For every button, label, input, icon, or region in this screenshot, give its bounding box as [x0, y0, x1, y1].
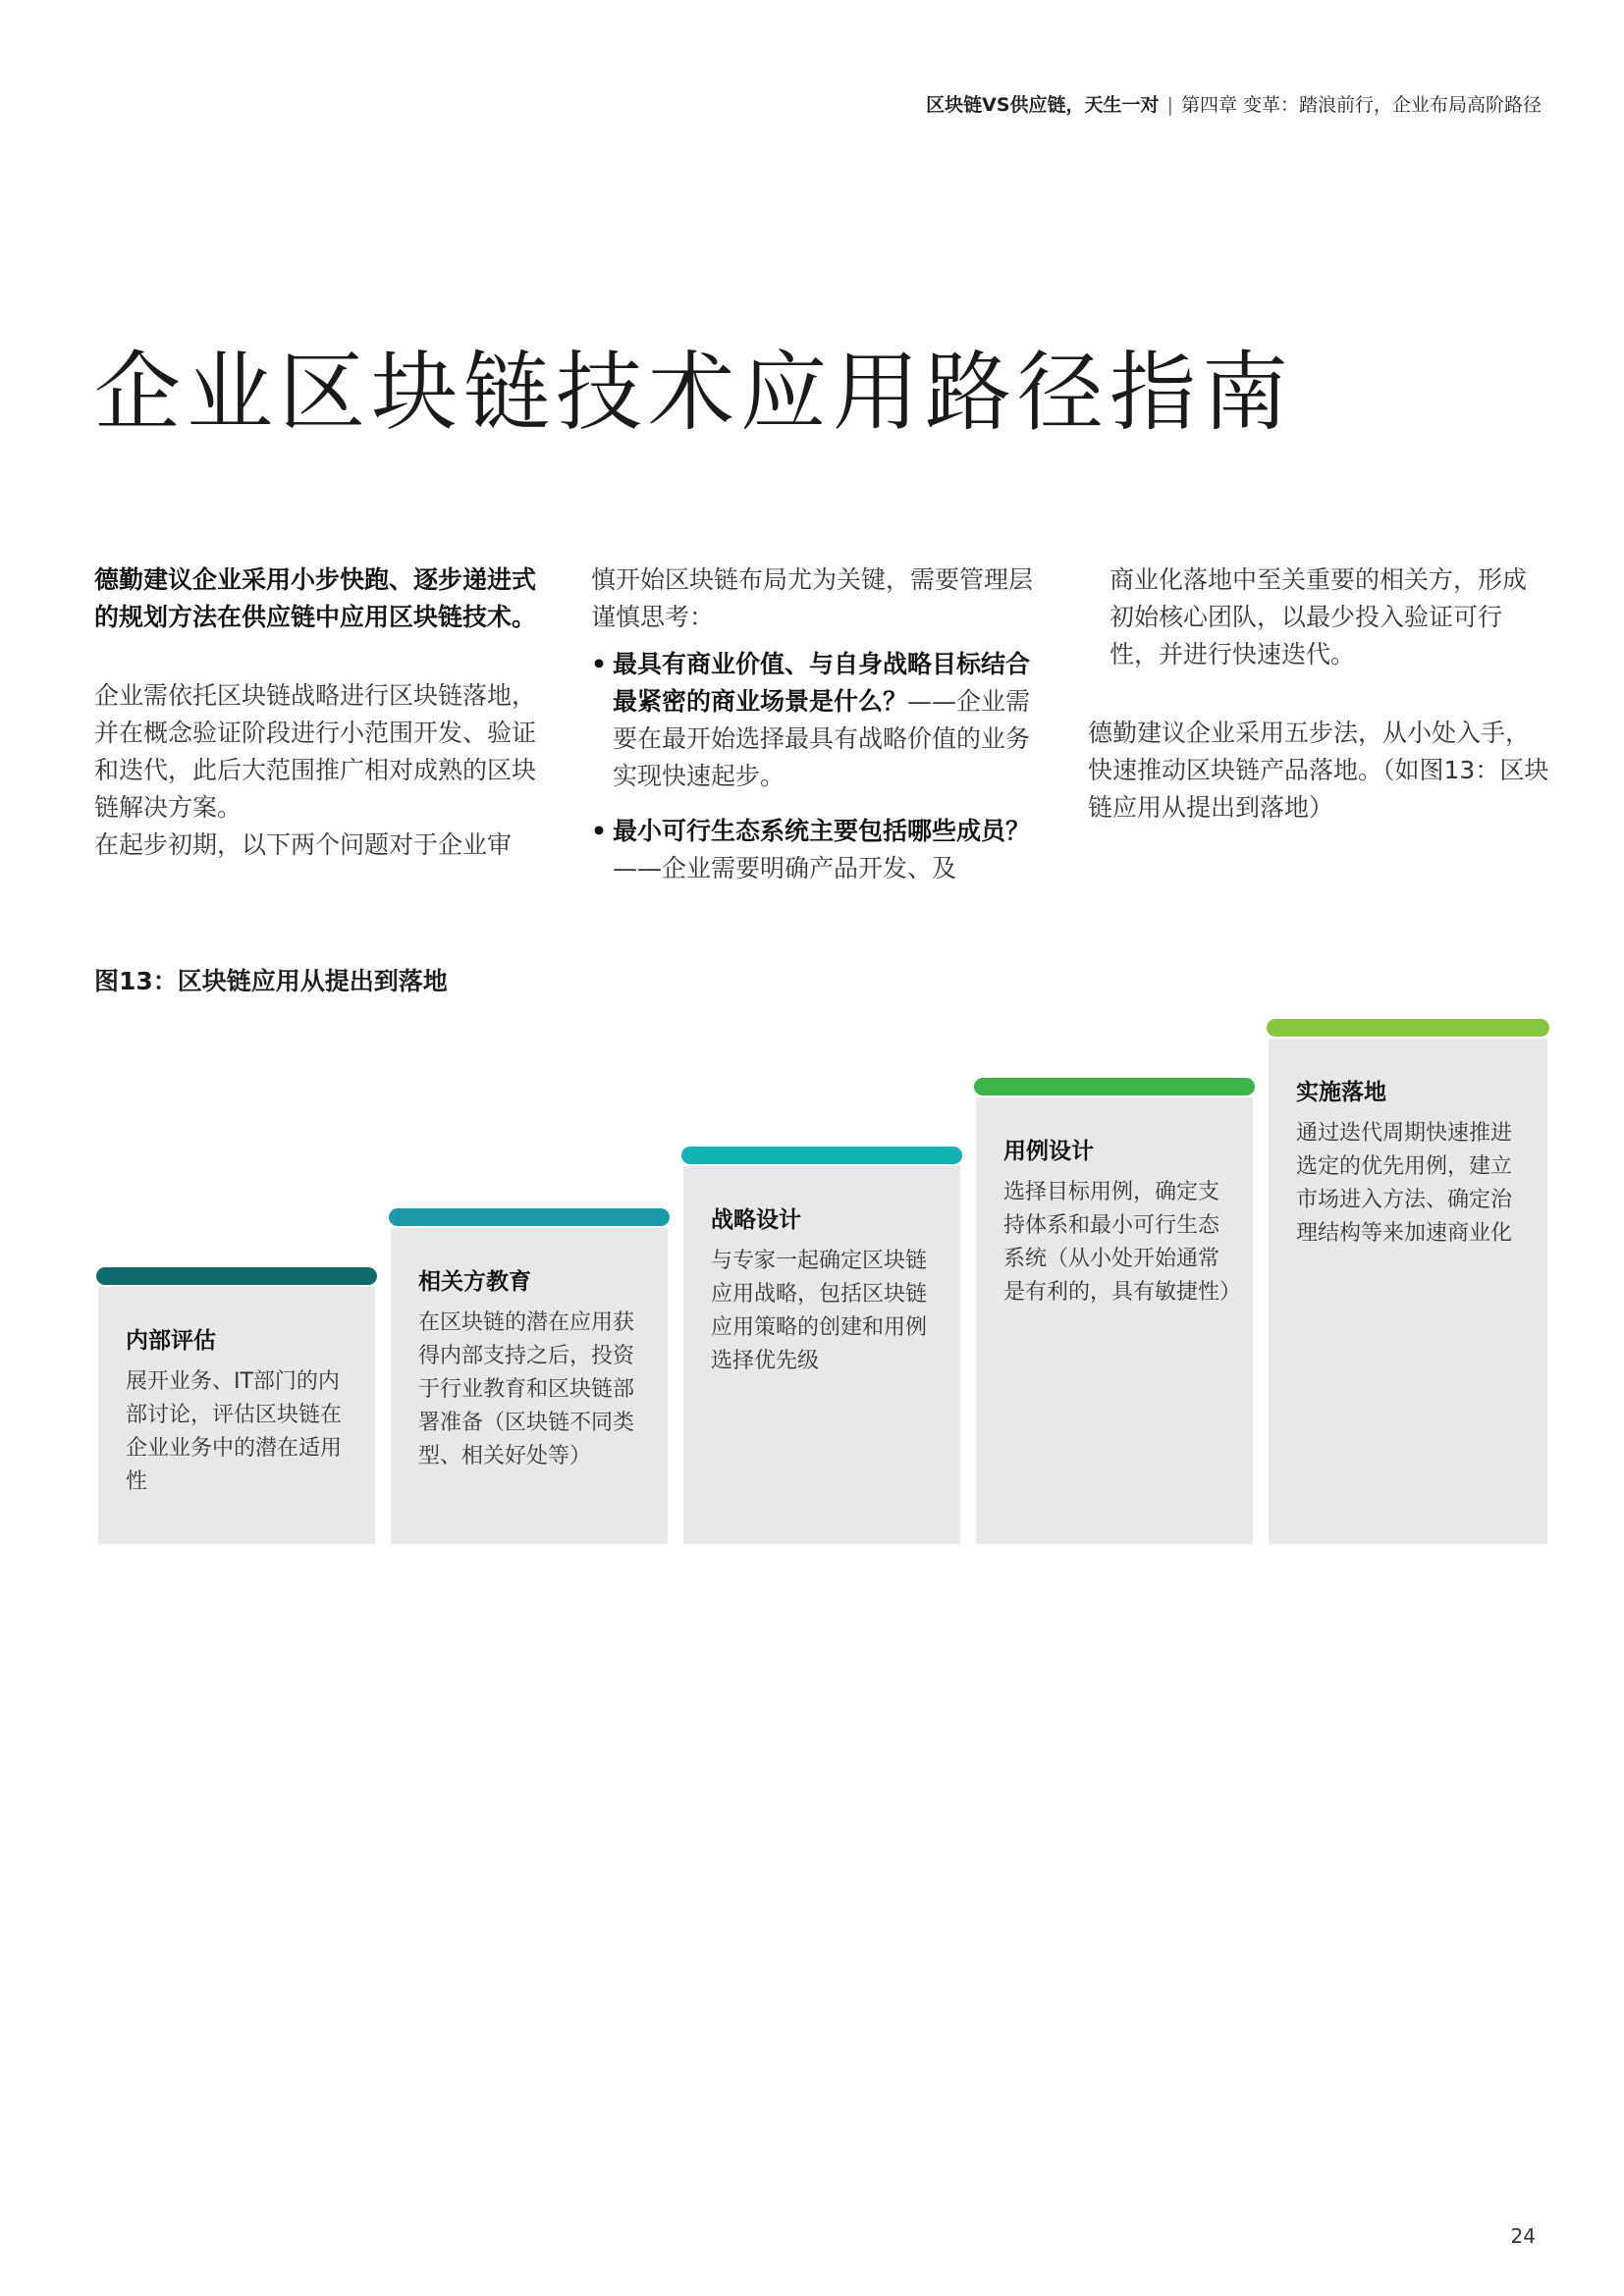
step-color-bar	[1267, 1019, 1549, 1037]
step-color-bar	[974, 1078, 1255, 1095]
step-description: 通过迭代周期快速推进选定的优先用例，建立市场进入方法、确定治理结构等来加速商业化	[1296, 1121, 1513, 1246]
header-book-title: 区块链VS供应链，天生一对	[926, 94, 1160, 116]
step-strategy-design	[683, 1166, 960, 1544]
step-use-case-design	[976, 1097, 1253, 1544]
step-title: 实施落地	[1296, 1080, 1386, 1105]
step-description: 在区块链的潜在应用获得内部支持之后，投资于行业教育和区块链部署准备（区块链不同类型、相关好处等）	[418, 1310, 635, 1468]
running-header	[926, 90, 1542, 117]
body-paragraph-continued: 在起步初期，以下两个问题对于企业审	[94, 830, 513, 859]
body-paragraph: 企业需依托区块链战略进行区块链落地，并在概念验证阶段进行小范围开发、验证和迭代，此后大范围推广相对成熟的区块链解决方案。	[94, 681, 537, 822]
step-description: 展开业务、IT部门的内部讨论，评估区块链在企业业务中的潜在适用性	[126, 1369, 343, 1494]
bullet-question: 最具有商业价值、与自身战略目标结合最紧密的商业场景是什么？	[613, 650, 1031, 716]
figure-caption: 图13：区块链应用从提出到落地	[94, 967, 448, 995]
step-title: 内部评估	[126, 1328, 216, 1354]
step-title: 用例设计	[1003, 1139, 1094, 1164]
bullet-continuation: 商业化落地中至关重要的相关方，形成初始核心团队，以最少投入验证可行性，并进行快速迭代。	[1110, 565, 1528, 668]
list-item	[591, 646, 1038, 795]
step-implementation	[1269, 1039, 1547, 1544]
step-description: 选择目标用例，确定支持体系和最小可行生态系统（从小处开始通常是有利的，具有敏捷性）	[1003, 1180, 1242, 1305]
step-description: 与专家一起确定区块链应用战略，包括区块链应用策略的创建和用例选择优先级	[711, 1249, 928, 1373]
step-color-bar	[96, 1267, 377, 1285]
column2-intro: 慎开始区块链布局尤为关键，需要管理层谨慎思考：	[591, 565, 1034, 631]
list-item	[591, 813, 1038, 887]
lead-paragraph: 德勤建议企业采用小步快跑、逐步递进式的规划方法在供应链中应用区块链技术。	[94, 565, 537, 631]
step-color-bar	[681, 1147, 962, 1164]
page-number: 24	[1510, 2224, 1536, 2248]
step-title: 相关方教育	[418, 1269, 531, 1295]
bullet-answer: ——企业需要在最开始选择最具有战略价值的业务实现快速起步。	[613, 687, 1031, 790]
text-column-1	[94, 561, 546, 864]
text-column-2	[591, 561, 1038, 905]
step-color-bar	[389, 1208, 670, 1226]
question-list	[591, 646, 1038, 887]
step-title: 战略设计	[711, 1207, 801, 1233]
text-column-3	[1088, 561, 1549, 827]
step-internal-assessment	[98, 1287, 375, 1544]
header-separator: |	[1166, 94, 1173, 116]
bullet-answer: ——企业需要明确产品开发、及	[613, 854, 957, 882]
page-title: 企业区块链技术应用路径指南	[94, 342, 1295, 443]
body-paragraph: 德勤建议企业采用五步法，从小处入手，快速推动区块链产品落地。（如图13：区块链应用从提出到落地）	[1088, 719, 1549, 822]
step-stakeholder-education	[391, 1228, 668, 1544]
bullet-question: 最小可行生态系统主要包括哪些成员？	[613, 817, 1031, 845]
header-chapter: 第四章 变革：踏浪前行，企业布局高阶路径	[1180, 94, 1542, 116]
